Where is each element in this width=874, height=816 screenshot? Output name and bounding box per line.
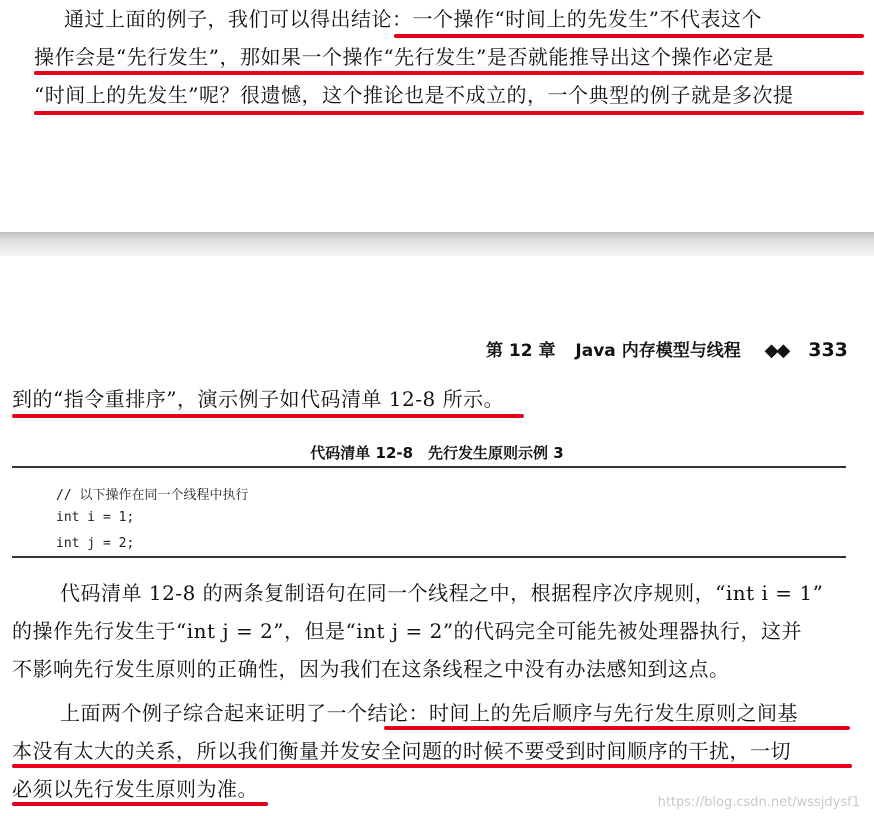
code-line: int j = 2; [56,536,135,551]
diamond-ornament-icon: ◆◆ [764,340,789,361]
red-underline [12,414,524,418]
paragraph3-line-1: 上面两个例子综合起来证明了一个结论：时间上的先后顺序与先行发生原则之间基 [60,701,798,725]
top-paragraph-line-1: 通过上面的例子，我们可以得出结论：一个操作“时间上的先发生”不代表这个 [64,7,762,31]
page-number: 333 [808,339,848,361]
code-listing-caption: 代码清单 12-8 先行发生原则示例 3 [310,444,564,462]
paragraph2-line-3: 不影响先行发生原则的正确性，因为我们在这条线程之中没有办法感知到这点。 [12,657,730,681]
chapter-label: 第 12 章 [486,341,556,361]
top-paragraph-line-2: 操作会是“先行发生”，那如果一个操作“先行发生”是否就能推导出这个操作必定是 [34,45,774,69]
paragraph2-line-1: 代码清单 12-8 的两条复制语句在同一个线程之中，根据程序次序规则，“int i = 1” [60,581,824,605]
red-underline [34,111,864,115]
paragraph2-line-2: 的操作先行发生于“int j = 2”，但是“int j = 2”的代码完全可能先被处理器执行，这并 [12,619,803,643]
paragraph3-line-3: 必须以先行发生原则为准。 [12,777,258,801]
paragraph3-line-2: 本没有太大的关系，所以我们衡量并发安全问题的时候不要受到时间顺序的干扰，一切 [12,739,791,763]
continuation-line: 到的“指令重排序”，演示例子如代码清单 12-8 所示。 [12,387,505,411]
watermark: https://blog.csdn.net/wssjdysf1 [657,795,860,810]
red-underline [394,34,864,38]
red-underline [12,802,268,806]
red-underline [384,726,850,730]
top-paragraph-line-3: “时间上的先发生”呢？很遗憾，这个推论也是不成立的，一个典型的例子就是多次提 [34,83,794,107]
red-underline [12,764,852,768]
code-line: int i = 1; [56,510,135,525]
code-line: // 以下操作在同一个线程中执行 [56,488,249,503]
upper-page-fragment [0,0,874,232]
code-bottom-rule [12,556,846,558]
page-header [486,336,848,361]
chapter-title: Java 内存模型与线程 [575,341,741,361]
lower-page [0,256,874,816]
code-top-rule [12,466,846,468]
red-underline [34,71,864,75]
page-gap [0,232,874,256]
